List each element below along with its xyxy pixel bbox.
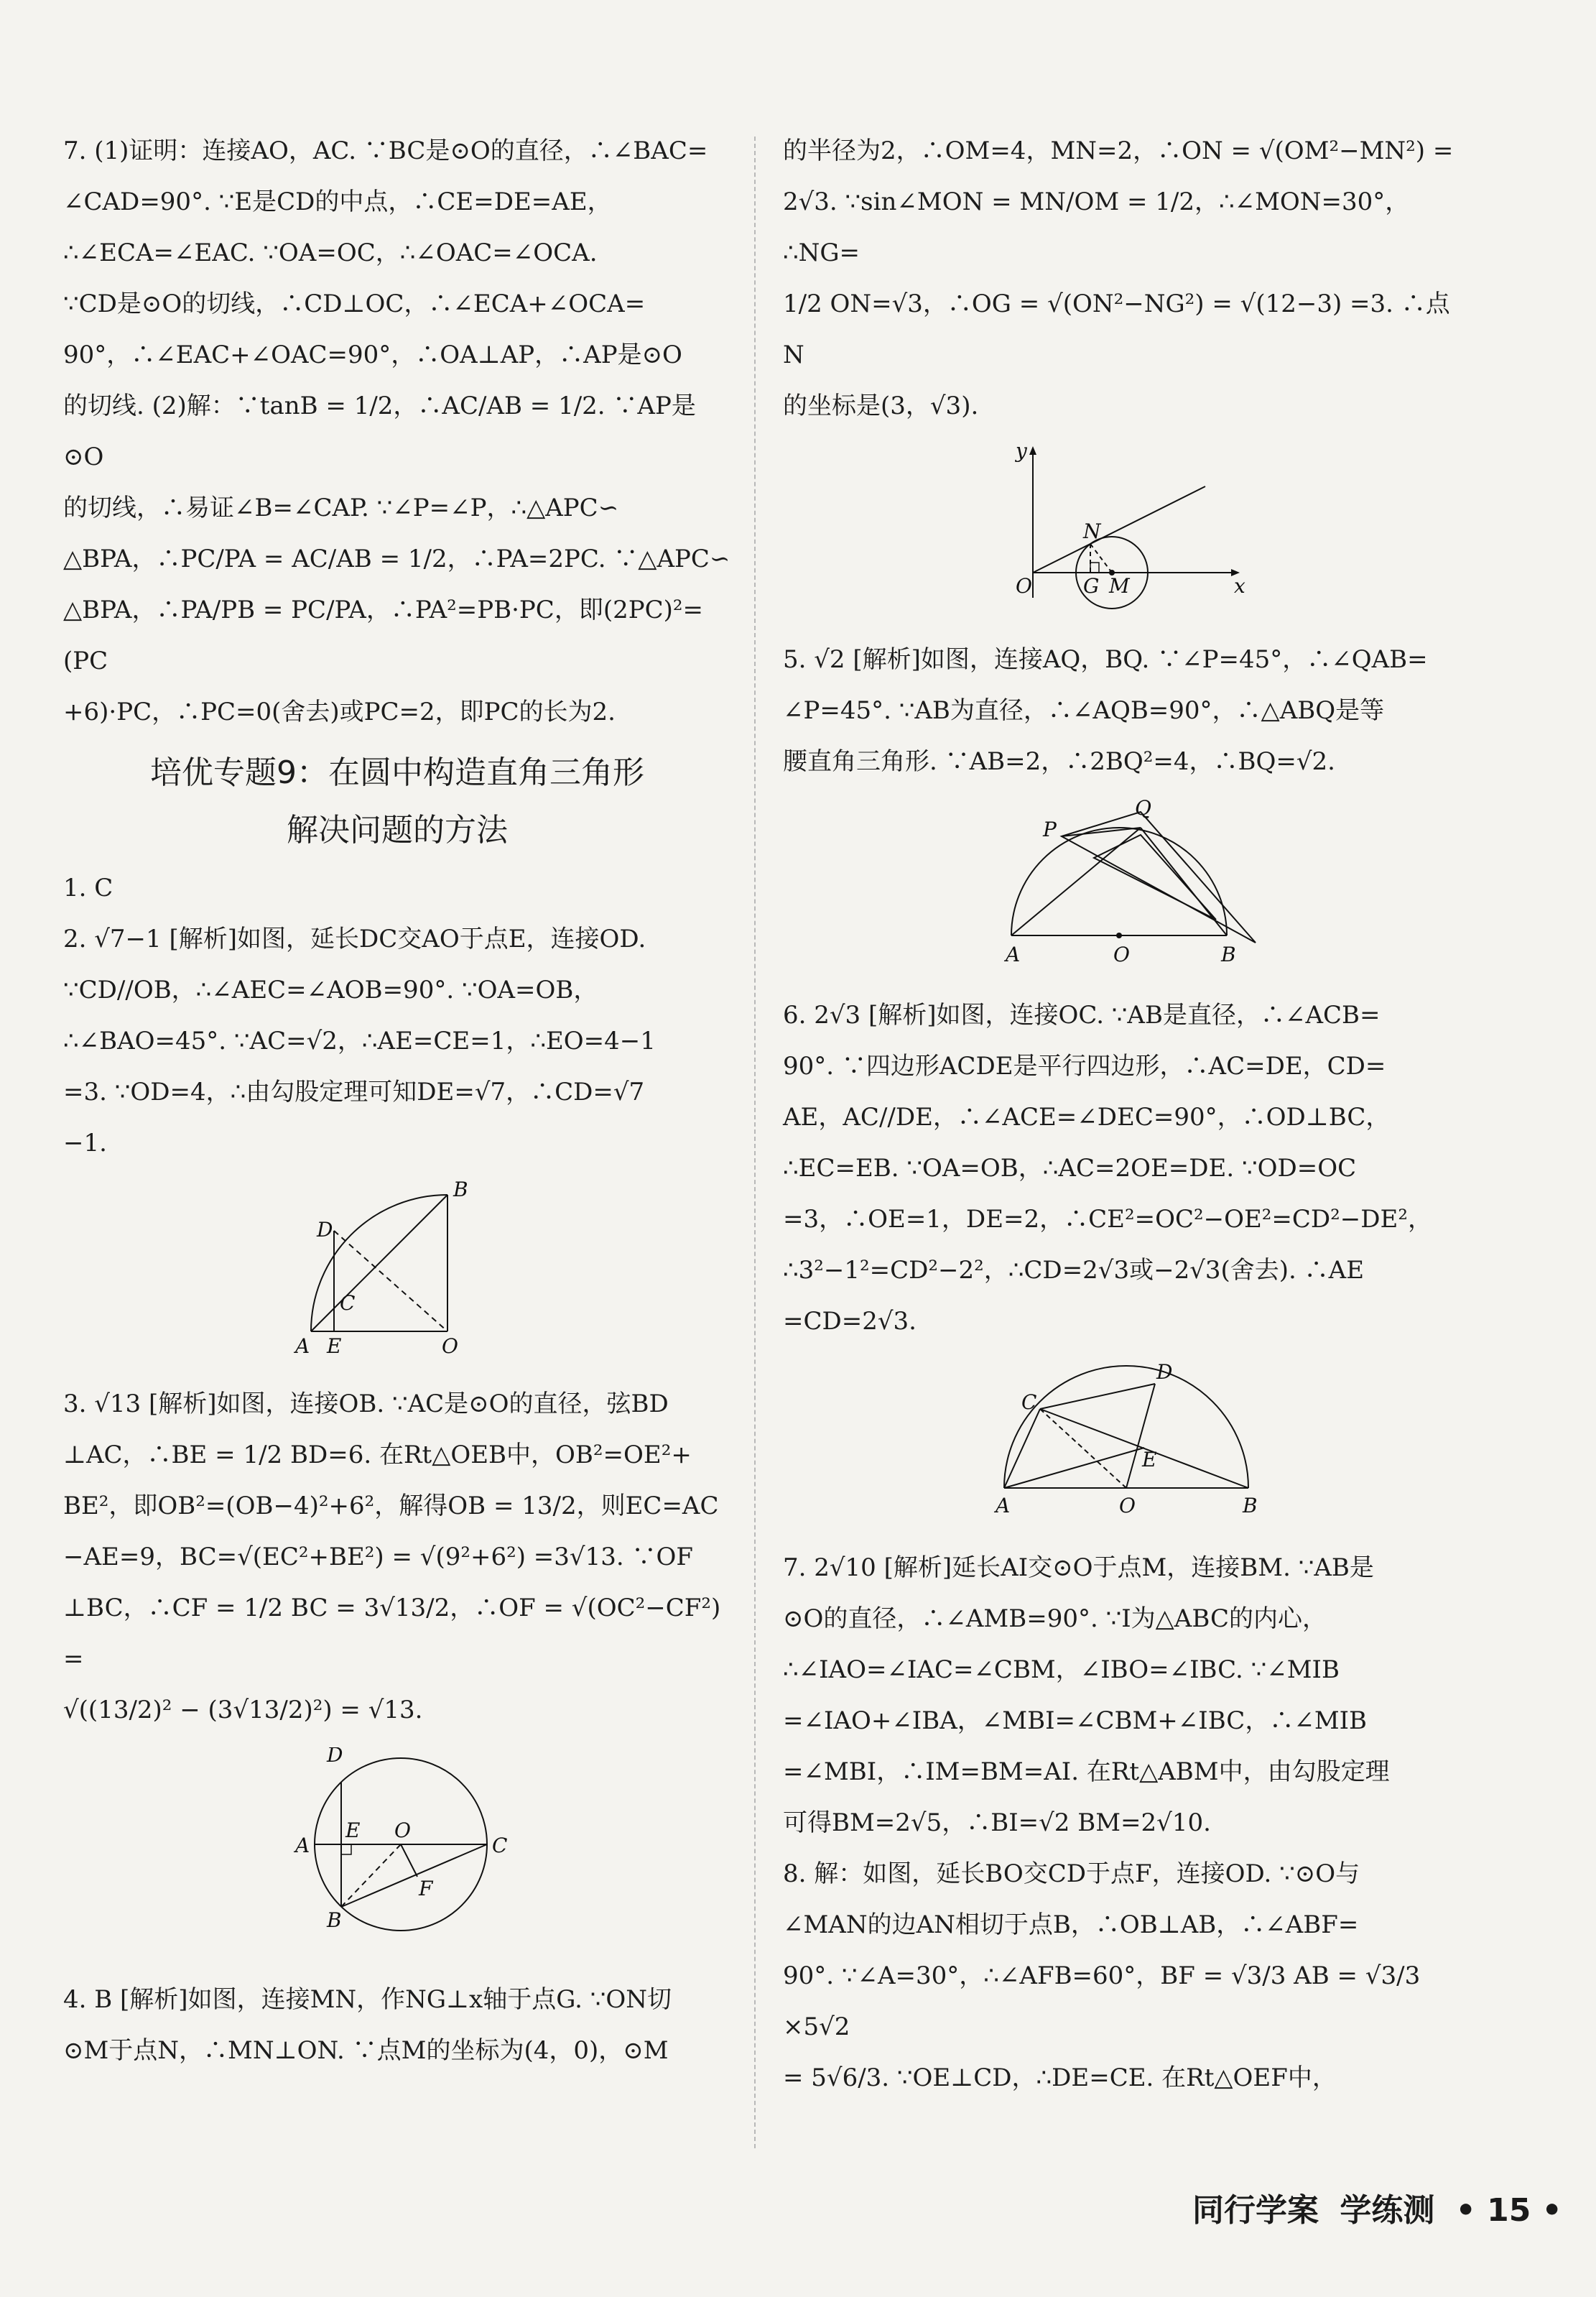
fig-label: D <box>1156 1360 1172 1384</box>
text-line: ∴∠IAO=∠IAC=∠CBM，∠IBO=∠IBC. ∵∠MIB <box>783 1655 1340 1684</box>
text-line: 5. √2 [解析]如图，连接AQ，BQ. ∵∠P=45°，∴∠QAB= <box>783 645 1428 674</box>
text-line: ⊥BC，∴CF = 1/2 BC = 3√13/2，∴OF = √(OC²−CF²) = <box>63 1594 721 1673</box>
fig-label: O <box>394 1818 411 1842</box>
text-line: ⊙O的直径，∴∠AMB=90°. ∵I为△ABC的内心， <box>783 1604 1327 1633</box>
fig-label: D <box>317 1218 333 1242</box>
text-line: 2. √7−1 [解析]如图，延长DC交AO于点E，连接OD. <box>63 925 646 953</box>
fig-label: M <box>1108 574 1130 598</box>
footer-brand: 同行学案 <box>1192 2192 1319 2229</box>
text-line: 可得BM=2√5，∴BI=√2 BM=2√10. <box>783 1808 1211 1837</box>
fig-label: P <box>1042 818 1057 841</box>
text-line: ∠CAD=90°. ∵E是CD的中点，∴CE=DE=AE， <box>63 188 612 216</box>
answer-q5 <box>783 634 1469 787</box>
text-line: 1/2 ON=√3，∴OG = √(ON²−NG²) = √(12−3) =3. ∴点N <box>783 290 1450 369</box>
fig-label: x <box>1233 574 1245 598</box>
answer-q3 <box>63 1379 731 1736</box>
fig-label: F <box>419 1877 433 1900</box>
fig-label: A <box>295 1334 310 1358</box>
text-line: =CD=2√3. <box>783 1307 917 1336</box>
answer-q8 <box>783 1849 1469 2104</box>
fig-label: B <box>327 1908 342 1932</box>
text-line: 90°. ∵四边形ACDE是平行四边形，∴AC=DE，CD= <box>783 1052 1386 1081</box>
text-line: AE，AC//DE，∴∠ACE=∠DEC=90°，∴OD⊥BC， <box>783 1103 1391 1132</box>
fig-label: O <box>1113 943 1130 966</box>
fig-label: D <box>327 1747 343 1767</box>
text-line: =3，∴OE=1，DE=2，∴CE²=OC²−OE²=CD²−DE²， <box>783 1205 1433 1234</box>
text-line: ∴EC=EB. ∵OA=OB，∴AC=2OE=DE. ∵OD=OC <box>783 1154 1357 1183</box>
text-line: 的坐标是(3，√3). <box>783 392 979 420</box>
text-line: 7. 2√10 [解析]延长AI交⊙O于点M，连接BM. ∵AB是 <box>783 1553 1374 1582</box>
text-line: ⊙M于点N，∴MN⊥ON. ∵点M的坐标为(4，0)，⊙M <box>63 2036 669 2065</box>
text-line: ∠MAN的边AN相切于点B，∴OB⊥AB，∴∠ABF= <box>783 1910 1359 1939</box>
text-line: 90°. ∵∠A=30°，∴∠AFB=60°，BF = √3/3 AB = √3/3 ×5√2 <box>783 1961 1421 2041</box>
fig-label: N <box>1082 519 1100 543</box>
text-line: 的半径为2，∴OM=4，MN=2，∴ON = √(OM²−MN²) = <box>783 137 1454 165</box>
text-line: +6)·PC，∴PC=0(舍去)或PC=2，即PC的长为2. <box>63 698 616 726</box>
fig-label: C <box>1021 1390 1036 1414</box>
answer-q4-continued <box>783 126 1469 432</box>
text-line: BE²，即OB²=(OB−4)²+6²，解得OB = 13/2，则EC=AC <box>63 1492 719 1520</box>
fig-label: O <box>1015 574 1032 598</box>
text-line: 8. 解：如图，延长BO交CD于点F，连接OD. ∵⊙O与 <box>783 1859 1360 1888</box>
fig-label: G <box>1082 574 1099 598</box>
text-line: =∠IAO+∠IBA，∠MBI=∠CBM+∠IBC，∴∠MIB <box>783 1706 1368 1735</box>
text-line: 3. √13 [解析]如图，连接OB. ∵AC是⊙O的直径，弦BD <box>63 1390 669 1418</box>
fig-label: Q <box>1134 799 1151 820</box>
right-column <box>783 126 1469 2104</box>
fig-label: E <box>327 1334 342 1358</box>
text-line: 7. (1)证明：连接AO，AC. ∵BC是⊙O的直径，∴∠BAC= <box>63 137 708 165</box>
text-line: ∴∠ECA=∠EAC. ∵OA=OC，∴∠OAC=∠OCA. <box>63 239 598 267</box>
text-line: =3. ∵OD=4，∴由勾股定理可知DE=√7，∴CD=√7 <box>63 1078 645 1106</box>
column-divider <box>754 137 756 2148</box>
text-line: 6. 2√3 [解析]如图，连接OC. ∵AB是直径，∴∠ACB= <box>783 1001 1381 1030</box>
fig-label: B <box>453 1180 468 1201</box>
figure-q2-quarter-circle <box>289 1180 505 1360</box>
text-line: ⊥AC，∴BE = 1/2 BD=6. 在Rt△OEB中，OB²=OE²+ <box>63 1441 692 1469</box>
text-line: =∠MBI，∴IM=BM=AI. 在Rt△ABM中，由勾股定理 <box>783 1757 1390 1786</box>
answer-q7-part1 <box>63 126 731 738</box>
fig-label: E <box>1141 1448 1156 1471</box>
page-number: • 15 • <box>1455 2192 1562 2229</box>
fig-label: B <box>1242 1494 1258 1517</box>
fig-label: C <box>340 1291 356 1315</box>
text-line: ∴∠BAO=45°. ∵AC=√2，∴AE=CE=1，∴EO=4−1 <box>63 1027 656 1055</box>
fig-label: A <box>1005 943 1020 966</box>
text-line: △BPA，∴PA/PB = PC/PA，∴PA²=PB·PC，即(2PC)²=(PC <box>63 596 703 675</box>
text-line: 腰直角三角形. ∵AB=2，∴2BQ²=4，∴BQ=√2. <box>783 747 1335 776</box>
section-subtitle: 解决问题的方法 <box>287 812 508 849</box>
text-line: = 5√6/3. ∵OE⊥CD，∴DE=CE. 在Rt△OEF中， <box>783 2063 1337 2092</box>
text-line: √((13/2)² − (3√13/2)²) = √13. <box>63 1696 423 1724</box>
fig-label: A <box>295 1834 310 1857</box>
footer-series: 学练测 <box>1340 2192 1435 2229</box>
page-footer <box>1192 2184 1572 2230</box>
figure-q4-coordinate <box>990 443 1263 616</box>
text-line: ∠P=45°. ∵AB为直径，∴∠AQB=90°，∴△ABQ是等 <box>783 696 1385 725</box>
fig-label: B <box>1220 943 1236 966</box>
text-line: ∴3²−1²=CD²−2²，∴CD=2√3或−2√3(舍去). ∴AE <box>783 1256 1365 1285</box>
answer-q4-start <box>63 1974 731 2076</box>
text-line: 90°，∴∠EAC+∠OAC=90°，∴OA⊥AP，∴AP是⊙O <box>63 341 682 369</box>
text-line: ∵CD是⊙O的切线，∴CD⊥OC，∴∠ECA+∠OCA= <box>63 290 646 318</box>
text-line: ∵CD//OB，∴∠AEC=∠AOB=90°. ∵OA=OB， <box>63 976 598 1004</box>
text-line: 的切线，∴易证∠B=∠CAP. ∵∠P=∠P，∴△APC∽ <box>63 494 619 522</box>
section-title: 培优专题9：在圆中构造直角三角形 <box>150 754 644 791</box>
fig-label: y <box>1015 443 1027 463</box>
figure-q5-semicircle <box>968 799 1284 971</box>
text-line: 的切线. (2)解：∵tanB = 1/2，∴AC/AB = 1/2. ∵AP是⊙O <box>63 392 696 471</box>
figure-q6-semicircle <box>975 1359 1277 1524</box>
fig-label: C <box>492 1834 508 1857</box>
fig-label: O <box>442 1334 458 1358</box>
left-column <box>63 126 731 2076</box>
fig-label: O <box>1118 1494 1136 1517</box>
answer-q6 <box>783 990 1469 1347</box>
answer-q7b <box>783 1543 1469 1849</box>
figure-q3-circle <box>282 1747 512 1956</box>
fig-label: E <box>345 1818 361 1842</box>
answer-q1: 1. C <box>63 874 113 902</box>
answer-q2 <box>63 914 731 1169</box>
text-line: −AE=9，BC=√(EC²+BE²) = √(9²+6²) =3√13. ∵OF <box>63 1543 693 1571</box>
text-line: −1. <box>63 1129 107 1157</box>
text-line: 2√3. ∵sin∠MON = MN/OM = 1/2，∴∠MON=30°，∴NG= <box>783 188 1410 267</box>
fig-label: A <box>995 1494 1010 1517</box>
text-line: 4. B [解析]如图，连接MN，作NG⊥x轴于点G. ∵ON切 <box>63 1985 672 2014</box>
text-line: △BPA，∴PC/PA = AC/AB = 1/2，∴PA=2PC. ∵△APC∽ <box>63 545 730 573</box>
